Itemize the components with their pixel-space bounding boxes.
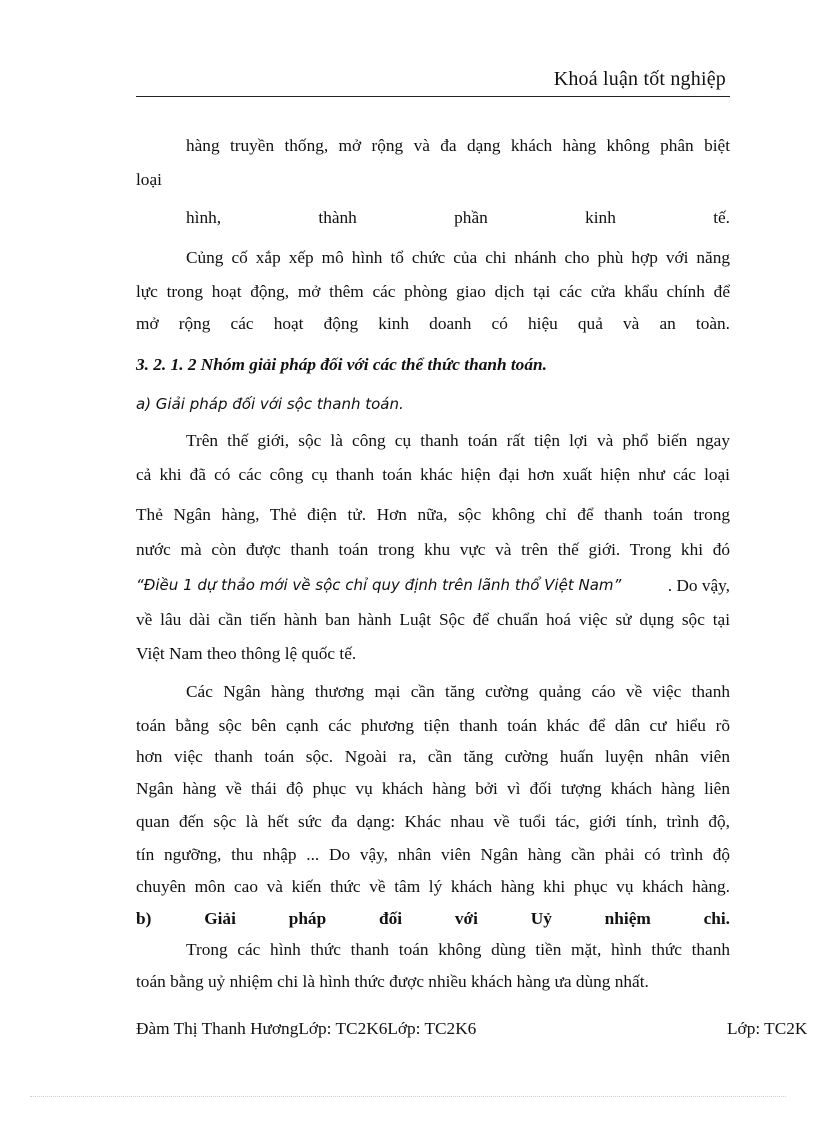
draft-quote: “Điều 1 dự thảo mới về sộc chỉ quy định trên lãnh thổ Việt Nam” [136, 576, 622, 594]
text-line: chuyên môn cao và kiến thức về tâm lý khách hàng khi phục vụ khách hàng. [136, 877, 730, 896]
subheading-b: b) Giải pháp đối với Uỷ nhiệm chi. [136, 909, 730, 928]
text-line: mở rộng các hoạt động kinh doanh có hiệu quả và an toàn. [136, 314, 730, 333]
text-line: cả khi đã có các công cụ thanh toán khác hiện đại hơn xuất hiện như các loại [136, 465, 730, 484]
text-line: hơn việc thanh toán sộc. Ngoài ra, cần tăng cường huấn luyện nhân viên [136, 747, 730, 766]
footer-left: Đàm Thị Thanh HươngLớp: TC2K6Lớp: TC2K6 [136, 1019, 477, 1038]
text-fragment: . Do vậy, [667, 576, 730, 595]
text-line: Ngân hàng về thái độ phục vụ khách hàng bởi vì đối tượng khách hàng liên [136, 779, 730, 798]
text-line: về lâu dài cần tiến hành ban hành Luật Sộc để chuẩn hoá việc sử dụng sộc tại [136, 610, 730, 629]
text-line: toán bằng sộc bên cạnh các phương tiện thanh toán khác để dân cư hiểu rõ [136, 716, 730, 735]
text-line: Củng cố xắp xếp mô hình tổ chức của chi nhánh cho phù hợp với năng [186, 248, 730, 267]
text-line: Các Ngân hàng thương mại cần tăng cường quảng cáo về việc thanh [186, 682, 730, 701]
text-line: lực trong hoạt động, mở thêm các phòng giao dịch tại các cửa khẩu chính để [136, 282, 730, 301]
text-line: hàng truyền thống, mở rộng và đa dạng khách hàng không phân biệt [186, 136, 730, 155]
text-line: tín ngưỡng, thu nhập ... Do vậy, nhân viên Ngân hàng cần phải có trình độ [136, 845, 730, 864]
text-line: Trong các hình thức thanh toán không dùng tiền mặt, hình thức thanh [186, 940, 730, 959]
text-line: Trên thế giới, sộc là công cụ thanh toán rất tiện lợi và phổ biến ngay [186, 431, 730, 450]
text-line: nước mà còn được thanh toán trong khu vực và trên thế giới. Trong khi đó [136, 540, 730, 559]
page-header [136, 66, 730, 97]
text-line: loại [136, 170, 162, 189]
text-line: hình, thành phần kinh tế. [186, 208, 730, 227]
text-line [136, 576, 730, 596]
header-title: Khoá luận tốt nghiệp [553, 68, 726, 90]
section-heading: 3. 2. 1. 2 Nhóm giải pháp đối với các thể thức thanh toán. [136, 355, 547, 374]
subheading-a: a) Giải pháp đối với sộc thanh toán. [136, 395, 404, 413]
footer-right: Lớp: TC2K [727, 1019, 808, 1038]
text-line: Thẻ Ngân hàng, Thẻ điện tử. Hơn nữa, sộc không chỉ để thanh toán trong [136, 505, 730, 524]
text-line: toán bằng uỷ nhiệm chi là hình thức được nhiều khách hàng ưa dùng nhất. [136, 972, 649, 991]
page-bottom-rule [30, 1096, 786, 1097]
text-line: Việt Nam theo thông lệ quốc tế. [136, 644, 357, 663]
text-line: quan đến sộc là hết sức đa dạng: Khác nhau về tuổi tác, giới tính, trình độ, [136, 812, 730, 831]
